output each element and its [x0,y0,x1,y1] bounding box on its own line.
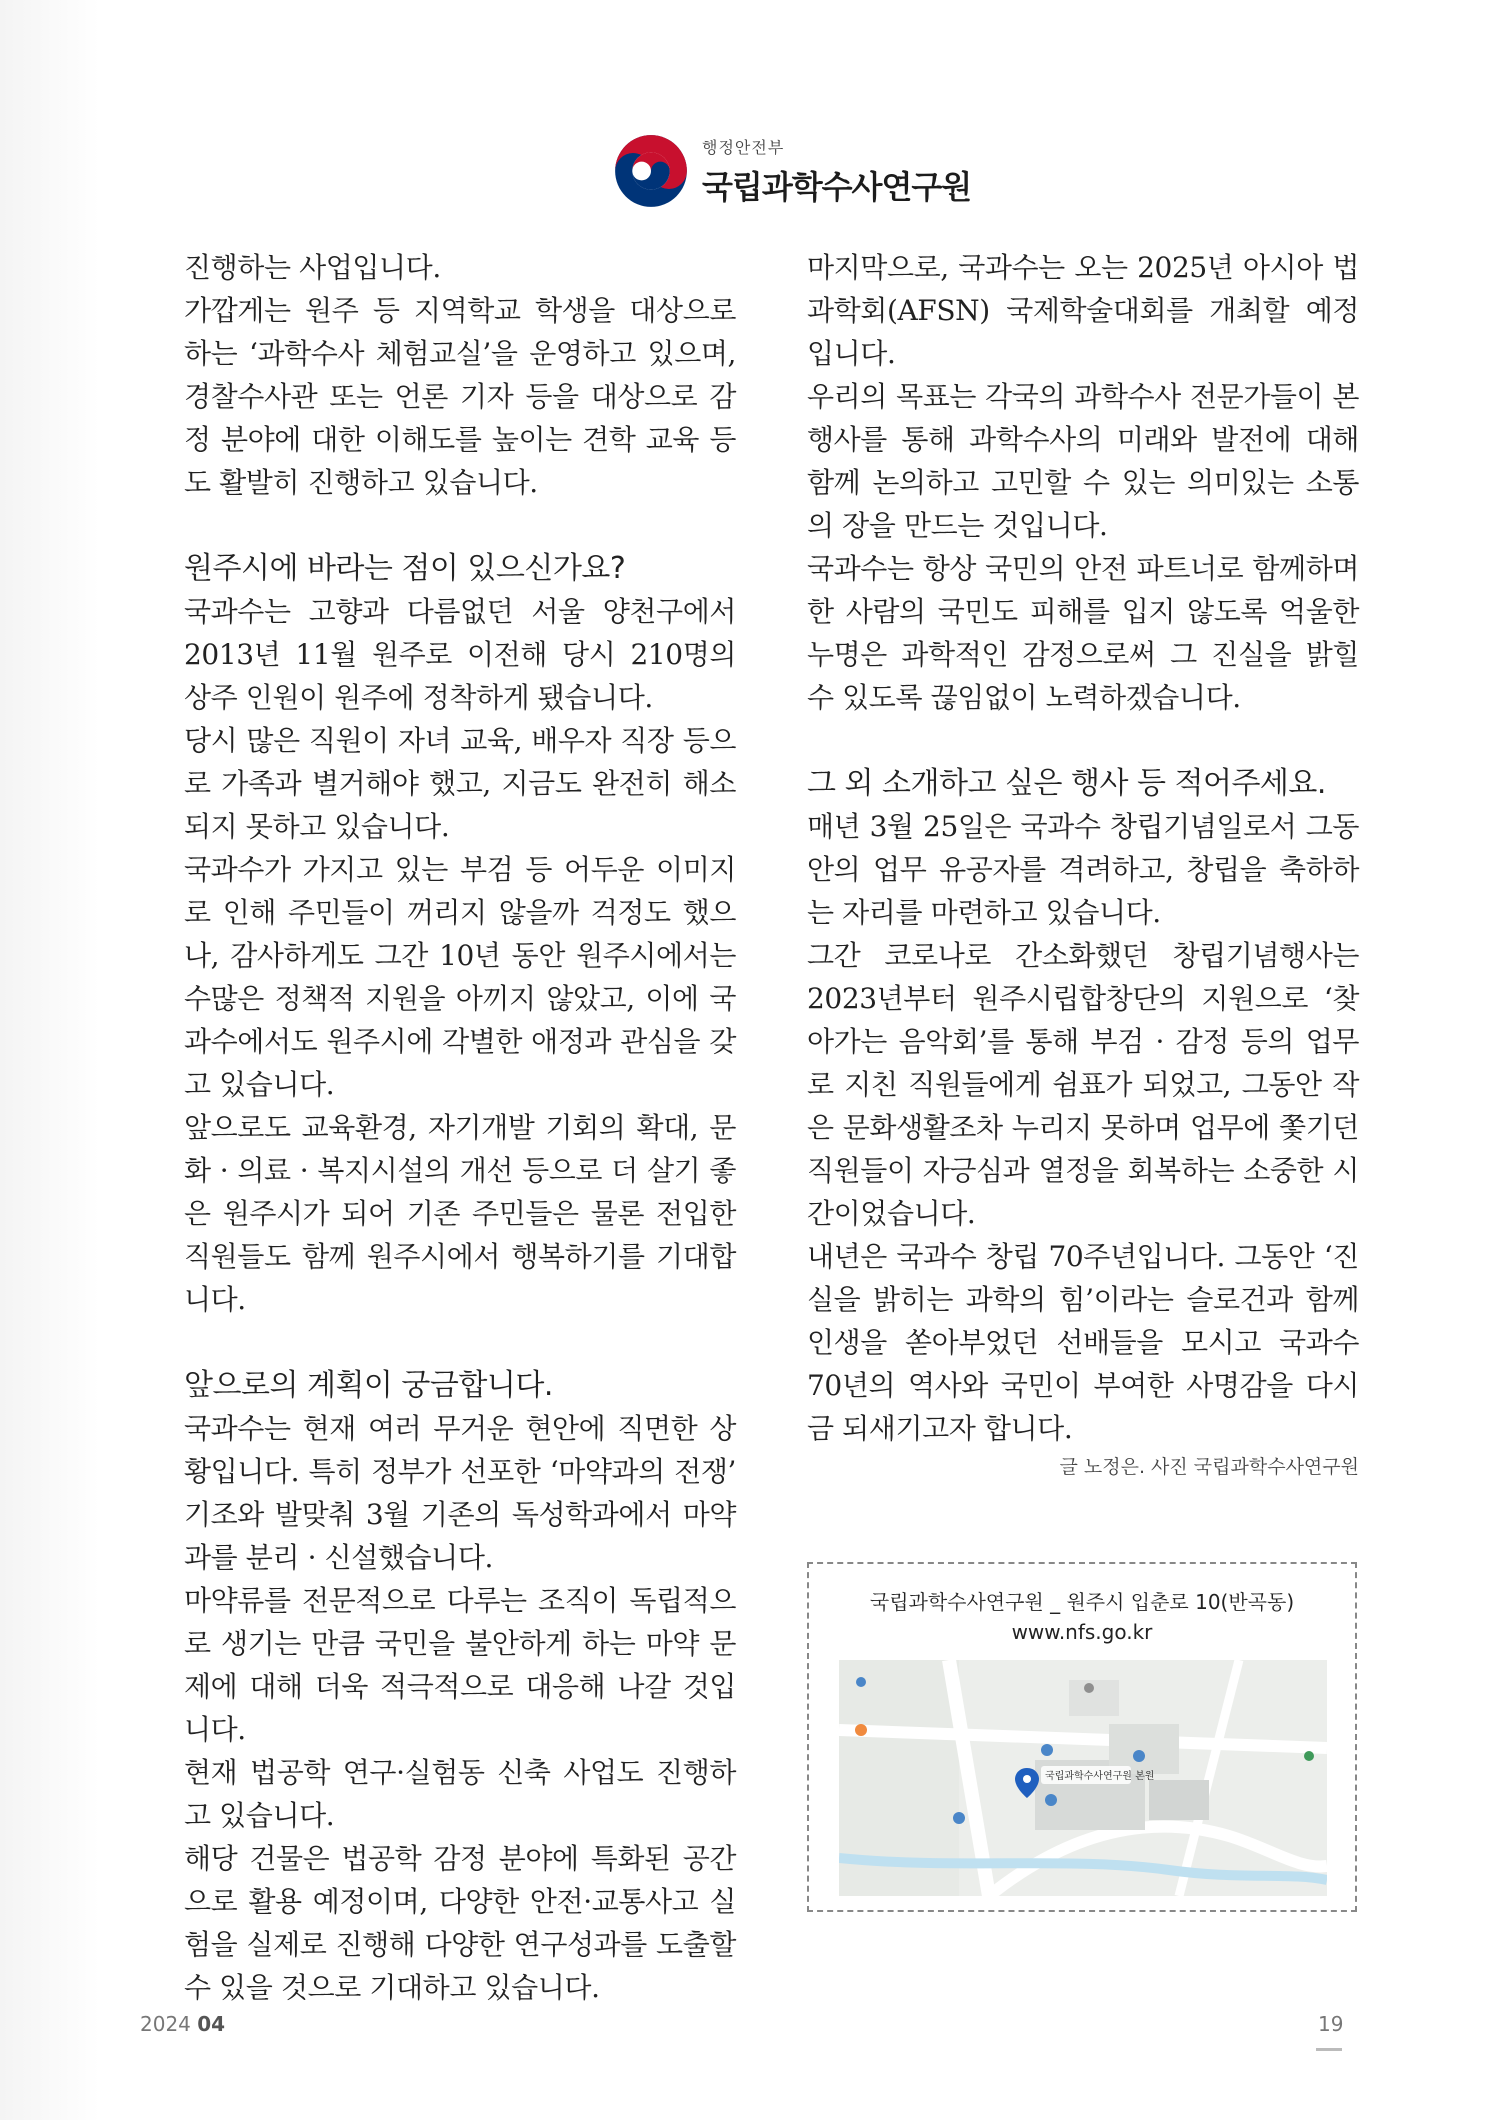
logo-institute-name: 국립과학수사연구원 [702,167,972,206]
section-heading: 앞으로의 계획이 궁금합니다. [184,1368,553,1403]
body-paragraph: 우리의 목표는 각국의 과학수사 전문가들이 본 행사를 통해 과학수사의 미래와 발전에 대해 함께 논의하고 고민할 수 있는 의미있는 소통의 장을 만드는 것입니다. [807,380,1359,542]
page-number: 19 [1318,2012,1344,2036]
section-heading: 원주시에 바라는 점이 있으신가요? [184,551,626,586]
map-pin-label: 국립과학수사연구원 본원 [1045,1771,1155,1782]
map-graphic [839,1660,1327,1896]
issue-month: 04 [197,2012,226,2036]
body-paragraph: 앞으로도 교육환경, 자기개발 기회의 확대, 문화 · 의료 · 복지시설의 개선 등으로 더 살기 좋은 원주시가 되어 기존 주민들은 물론 전입한 직원들도 함께 원주시에서 행복하기를 기대합니다. [184,1111,736,1316]
body-paragraph: 당시 많은 직원이 자녀 교육, 배우자 직장 등으로 가족과 별거해야 했고, 지금도 완전히 해소되지 못하고 있습니다. [184,724,736,843]
issue-year: 2024 [140,2012,191,2036]
body-paragraph: 해당 건물은 법공학 감정 분야에 특화된 공간으로 활용 예정이며, 다양한 안전·교통사고 실험을 실제로 진행해 다양한 연구성과를 도출할 수 있을 것으로 기대하고 있습니다. [184,1842,736,2004]
body-paragraph: 매년 3월 25일은 국과수 창립기념일로서 그동안의 업무 유공자를 격려하고, 창립을 축하하는 자리를 마련하고 있습니다. [807,810,1359,929]
institute-website-link[interactable]: www.nfs.go.kr [1011,1620,1153,1644]
page-edge-shadow [0,0,100,2120]
location-map[interactable] [839,1660,1327,1896]
right-column [807,246,1359,1450]
body-paragraph: 국과수는 현재 여러 무거운 현안에 직면한 상황입니다. 특히 정부가 선포한 ‘마약과의 전쟁’ 기조와 발맞춰 3월 기존의 독성학과에서 마약과를 분리 · 신설했습니다. [184,1412,736,1574]
logo-ministry-name: 행정안전부 [702,137,785,157]
institute-logo [612,128,992,214]
issue-date [140,2012,225,2036]
taegeuk-emblem-icon [612,132,690,210]
body-paragraph: 가깝게는 원주 등 지역학교 학생을 대상으로 하는 ‘과학수사 체험교실’을 운영하고 있으며, 경찰수사관 또는 언론 기자 등을 대상으로 감정 분야에 대한 이해도를 높이는 견학 교육 등도 활발히 진행하고 있습니다. [184,294,736,499]
institute-address: 국립과학수사연구원 _ 원주시 입춘로 10(반곡동) [869,1590,1295,1614]
body-paragraph: 진행하는 사업입니다. [184,251,441,284]
body-paragraph: 국과수는 고향과 다름없던 서울 양천구에서 2013년 11월 원주로 이전해 당시 210명의 상주 인원이 원주에 정착하게 됐습니다. [184,595,736,714]
photo-credit: 글 노정은. 사진 국립과학수사연구원 [1059,1456,1359,1478]
body-paragraph: 국과수가 가지고 있는 부검 등 어두운 이미지로 인해 주민들이 꺼리지 않을까 걱정도 했으나, 감사하게도 그간 10년 동안 원주시에서는 수많은 정책적 지원을 아끼지 않았고, 이에 국과수에서도 원주시에 각별한 애정과 관심을 갖고 있습니다. [184,853,736,1101]
body-paragraph: 마지막으로, 국과수는 오는 2025년 아시아 법과학회(AFSN) 국제학술대회를 개최할 예정입니다. [807,251,1359,370]
body-paragraph: 현재 법공학 연구·실험동 신축 사업도 진행하고 있습니다. [184,1756,736,1832]
location-info-box [807,1562,1357,1912]
section-heading: 그 외 소개하고 싶은 행사 등 적어주세요. [807,766,1326,801]
body-paragraph: 국과수는 항상 국민의 안전 파트너로 함께하며 한 사람의 국민도 피해를 입지 않도록 억울한 누명은 과학적인 감정으로써 그 진실을 밝힐 수 있도록 끊임없이 노력하겠습니다. [807,552,1359,714]
body-paragraph: 그간 코로나로 간소화했던 창립기념행사는 2023년부터 원주시립합창단의 지원으로 ‘찾아가는 음악회’를 통해 부검 · 감정 등의 업무로 지친 직원들에게 쉼표가 되었고, 그동안 작은 문화생활조차 누리지 못하며 업무에 쫓기던 직원들이 자긍심과 열정을 회복하는 소중한 시간이었습니다. [807,939,1359,1230]
body-paragraph: 마약류를 전문적으로 다루는 조직이 독립적으로 생기는 만큼 국민을 불안하게 하는 마약 문제에 대해 더욱 적극적으로 대응해 나갈 것입니다. [184,1584,736,1746]
body-paragraph: 내년은 국과수 창립 70주년입니다. 그동안 ‘진실을 밝히는 과학의 힘’이라는 슬로건과 함께 인생을 쏟아부었던 선배들을 모시고 국과수 70년의 역사와 국민이 부여한 사명감을 다시금 되새기고자 합니다. [807,1240,1359,1445]
page-number-underline [1316,2048,1342,2051]
left-column [184,246,736,2009]
